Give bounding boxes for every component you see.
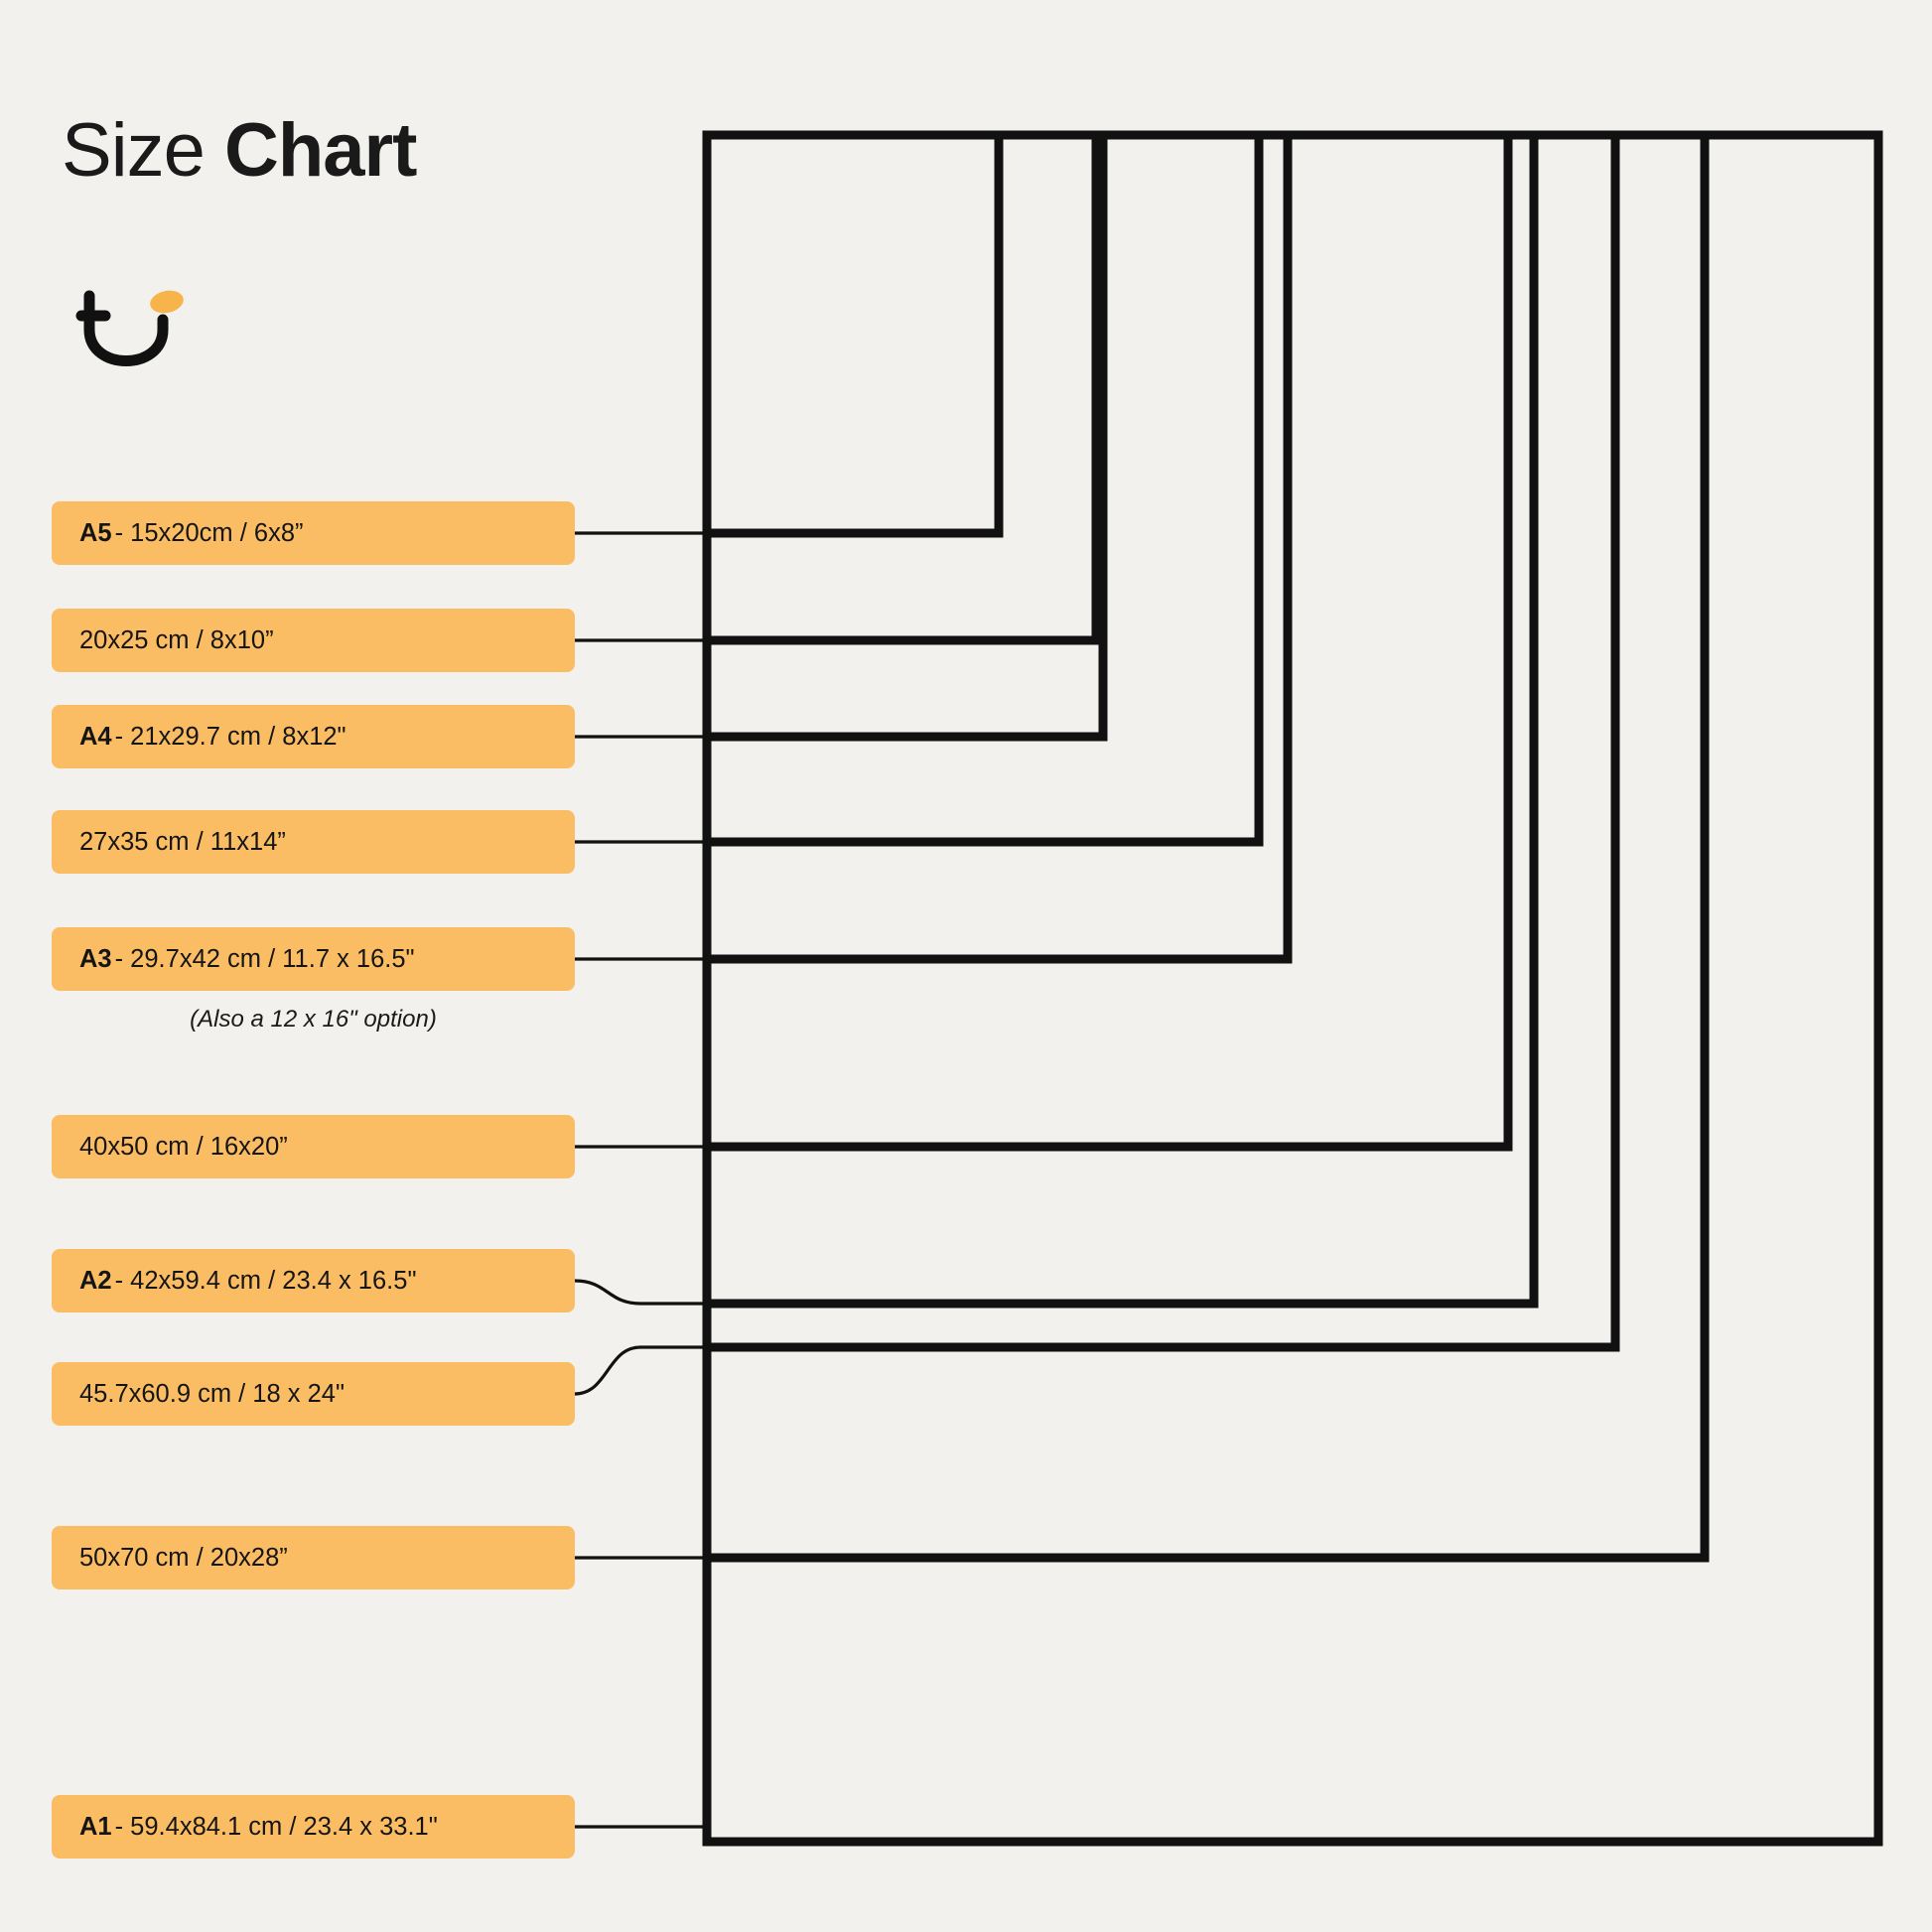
label-a2[interactable] (52, 1249, 575, 1312)
a3-option-note: (Also a 12 x 16" option) (190, 1006, 437, 1033)
label-27x35-text: 27x35 cm / 11x14” (79, 827, 286, 856)
label-a3-text: - 29.7x42 cm / 11.7 x 16.5" (114, 944, 415, 973)
label-a3-code: A3 (79, 944, 112, 973)
label-45x60[interactable] (52, 1362, 575, 1426)
label-50x70-text: 50x70 cm / 20x28” (79, 1543, 288, 1572)
label-40x50-text: 40x50 cm / 16x20” (79, 1132, 288, 1161)
label-a2-code: A2 (79, 1266, 112, 1295)
label-40x50[interactable] (52, 1115, 575, 1178)
label-a2-text: - 42x59.4 cm / 23.4 x 16.5" (114, 1266, 417, 1295)
leader-a2 (575, 1281, 707, 1304)
label-45x60-text: 45.7x60.9 cm / 18 x 24" (79, 1379, 345, 1408)
label-27x35[interactable] (52, 810, 575, 874)
label-a4-text: - 21x29.7 cm / 8x12" (114, 722, 346, 751)
title-bold: Chart (223, 108, 417, 193)
leader-45x60 (575, 1347, 707, 1394)
label-a1[interactable] (52, 1795, 575, 1859)
label-a3[interactable] (52, 927, 575, 991)
label-a4[interactable] (52, 705, 575, 768)
label-a5-code: A5 (79, 518, 112, 547)
label-20x25-text: 20x25 cm / 8x10” (79, 625, 274, 654)
label-a5-text: - 15x20cm / 6x8” (114, 518, 304, 547)
label-a1-text: - 59.4x84.1 cm / 23.4 x 33.1" (114, 1812, 438, 1841)
label-a5[interactable] (52, 501, 575, 565)
label-50x70[interactable] (52, 1526, 575, 1589)
label-20x25[interactable] (52, 609, 575, 672)
label-a4-code: A4 (79, 722, 112, 751)
label-a1-code: A1 (79, 1812, 112, 1841)
title-light: Size (62, 108, 224, 193)
